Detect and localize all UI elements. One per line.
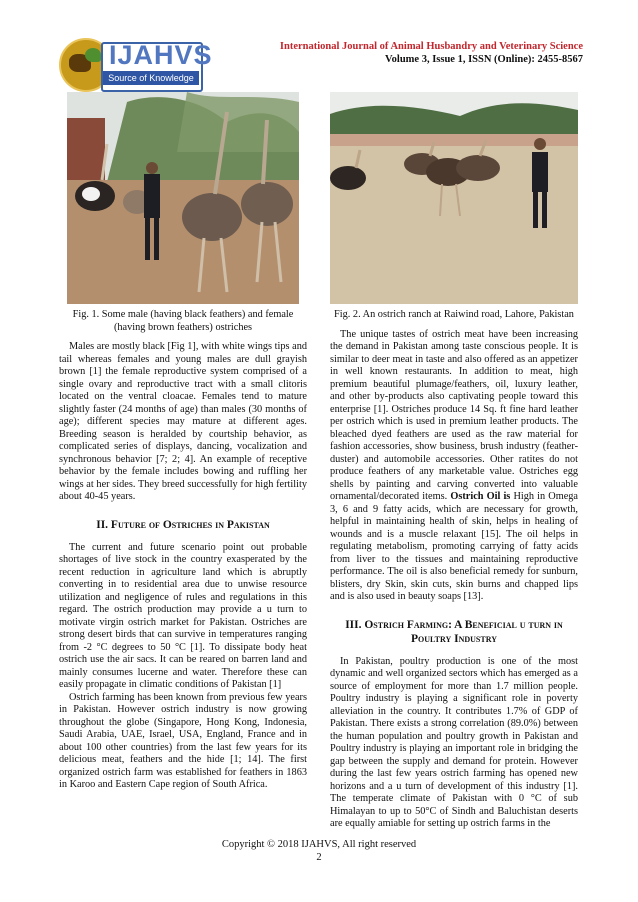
figure-2-caption: Fig. 2. An ostrich ranch at Raiwind road, Lahore, Pakistan — [334, 309, 574, 320]
copyright-line: Copyright © 2018 IJAHVS, All right reserved — [221, 839, 417, 850]
right-paragraph-1 — [330, 329, 578, 604]
right-paragraph-1-tail: High in Omega 3, 6 and 9 fatty acids, which are necessary for growth, helpful in maintaining health of skin, helps in healing of wounds and is a muscle relaxant [15]. The oil helps in regulating metabolism, promoting carrying of fatty acids from liver to the tissues and maintaining reproductive performance. The oil is also beneficial remedy for sunburn, blisters, dry Skin, skin cuts, skin burns and chapped lips and is also used in beauty soaps [13]. — [330, 491, 578, 602]
ostrich-oil-bold: Ostrich Oil is — [450, 491, 511, 502]
figure-1-photo — [67, 92, 299, 304]
section-3-heading: III. Ostrich Farming: A Beneficial u turn in Poultry Industry — [345, 618, 563, 645]
left-paragraph-1: Males are mostly black [Fig 1], with white wings tips and tail whereas females and young males are dull grayish brown [1] the female reproductive system comprised of a single ovary and reproductive tract with a small clitoris located on the ventral cloacae. Females tend to mature slightly faster (24 months of age) than males (30 months of age); different species may mature at different ages. Breeding season is heralded by courtship behavior, as complicated series of displays, dancing, vocalization and synchronous behavior [7; 2; 4]. An example of receptive behavior by the female includes bowing and ruffling her wings at her sides. They breed successfully for high fertility about 40-45 years. — [59, 341, 307, 502]
right-paragraph-2: In Pakistan, poultry production is one of the most dynamic and well organized sectors which has emerged as a source of employment for more than 1.7 million people. Poultry industry is playing a significant role in poverty alleviation in the country. It contributes 1.7% of GDP of Pakistan. There exists a strong correlation (89.0%) between the human population and poultry growth in Pakistan and Poultry industry is playing an important role in bridging the gap between the supply and demand for protein. However during the last few years ostrich farming has opened new horizons and a u turn of development of this industry [1]. The temperate climate of Pakistan with 0 °C of sub Himalayan to up to 50°C of Sindh and Baluchistan deserts are equally amiable for setting up ostrich farms in the — [330, 655, 578, 829]
section-2-heading: II. Future of Ostriches in Pakistan — [96, 518, 270, 531]
logo-text: IJAHVS — [109, 40, 213, 70]
page-number: 2 — [316, 852, 322, 863]
left-column — [59, 92, 307, 792]
figure-2-photo — [330, 92, 578, 304]
journal-title: International Journal of Animal Husbandry and Veterinary Science — [279, 41, 583, 52]
logo-tagline: Source of Knowledge — [103, 71, 199, 85]
right-paragraph-1-text: The unique tastes of ostrich meat have been increasing the demand in Pakistan among taste conscious people. It is similar to deer meat in taste and also offered as an appetizer in well known restaurants. In addition to meat, high premium beautiful plumage/feathers, oil, luxury leather, and other by-products also captivating people toward this enterprise [1]. Ostriches produce 14 Sq. ft fine hard leather per ostrich which is used in premium leather products. The bleached dyed feathers are used as the raw material for fashion accessories, show business, brush industry (feather-duster) and automobile accessories. Other ratites do not produce feathers of any marketable value. Ostriches egg shells by painting and carving converted into valuable ornamental/decorated items. — [330, 328, 578, 502]
right-column — [330, 92, 578, 831]
journal-logo — [59, 38, 213, 92]
volume-line: Volume 3, Issue 1, ISSN (Online): 2455-8567 — [385, 54, 583, 65]
page-footer — [0, 838, 638, 864]
left-paragraph-2: The current and future scenario point out probable shortages of live stock in the country exasperated by the recent reduction in agriculture land which is abruptly converting in to residential area due to unwise resource utilization and negligence of rules and regulations in this regard. The ostrich production may provide a u turn to motivate virgin ostrich market for Pakistan. Ostriches are strong desert birds that can survive in temperatures ranging from -2 °C degrees to 50 °C [1]. To dissipate body heat ostrich use the air sacs. It can be reared on barren land and mainly consumes lucerne and water. Therefore these can easily propagate in climatic conditions of Pakistan [1] — [59, 541, 307, 690]
journal-header — [280, 40, 583, 66]
figure-1-caption: Fig. 1. Some male (having black feathers) and female (having brown feathers) ostriches — [72, 309, 294, 333]
left-paragraph-3: Ostrich farming has been known from previous few years in Pakistan. However ostrich industry is now growing throughout the globe (Singapore, Hong Kong, Indonesia, Saudi Arabia, UAE, Israel, USA, England, France and in about 100 other countries) from the last few years for its delicious meat, feathers and the hide [1; 14]. The first organized ostrich farm was established for feathers in 1863 in Karoo and Eastern Cape region of South Africa. — [59, 691, 307, 790]
